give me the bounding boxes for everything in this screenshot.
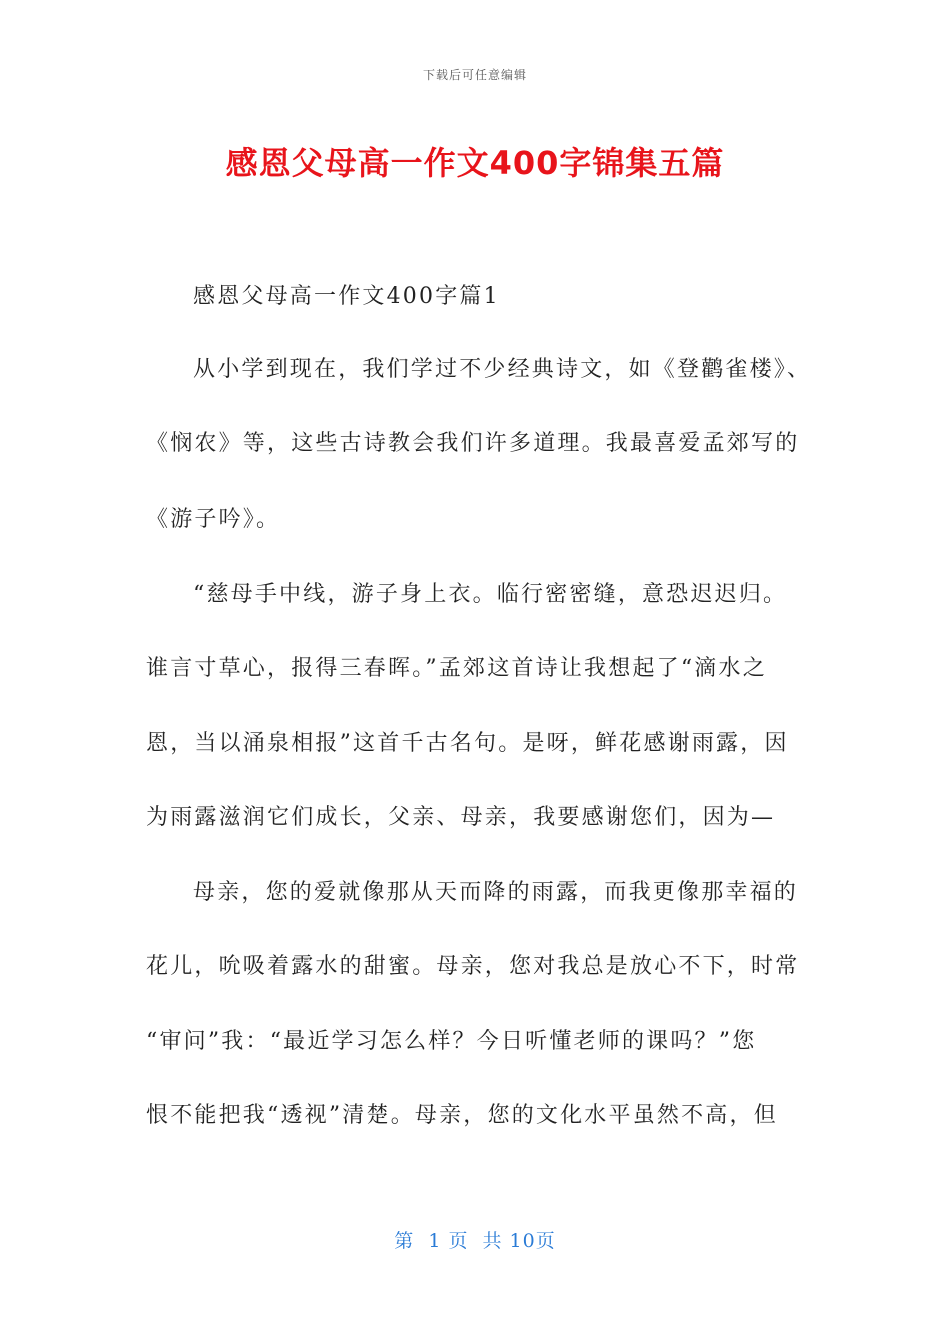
document-title: 感恩父母高一作文400字锦集五篇 xyxy=(225,144,725,182)
paragraph-line: 《悯农》等，这些古诗教会我们许多道理。我最喜爱孟郊写的 xyxy=(146,431,800,456)
paragraph-line: “慈母手中线，游子身上衣。临行密密缝，意恐迟迟归。 xyxy=(193,582,788,607)
paragraph-line: 花儿，吮吸着露水的甜蜜。母亲，您对我总是放心不下，时常 xyxy=(146,954,800,979)
section-heading: 感恩父母高一作文400字篇1 xyxy=(193,284,500,309)
paragraph-line: 谁言寸草心，报得三春晖。”孟郊这首诗让我想起了“滴水之 xyxy=(146,656,767,681)
paragraph-line: 从小学到现在，我们学过不少经典诗文，如《登鹳雀楼》、 xyxy=(193,357,812,382)
paragraph-line: 恨不能把我“透视”清楚。母亲，您的文化水平虽然不高，但 xyxy=(146,1103,778,1128)
header-note: 下载后可任意编辑 xyxy=(422,68,527,82)
page-number-footer: 第 1 页 共 10页 xyxy=(394,1230,556,1252)
paragraph-line: “审问”我：“最近学习怎么样？今日听懂老师的课吗？”您 xyxy=(146,1029,757,1054)
paragraph-line: 母亲，您的爱就像那从天而降的雨露，而我更像那幸福的 xyxy=(193,880,799,905)
paragraph-line: 《游子吟》。 xyxy=(146,507,281,532)
paragraph-line: 恩，当以涌泉相报”这首千古名句。是呀，鲜花感谢雨露，因 xyxy=(146,731,789,756)
paragraph-line: 为雨露滋润它们成长，父亲、母亲，我要感谢您们，因为— xyxy=(146,805,776,830)
